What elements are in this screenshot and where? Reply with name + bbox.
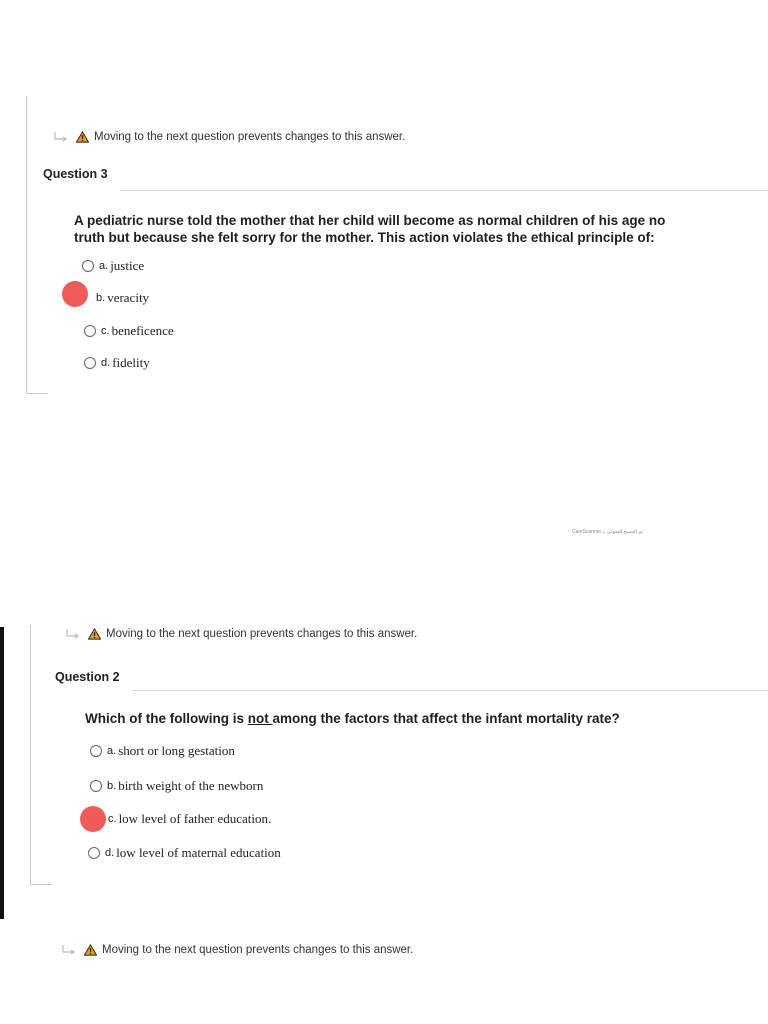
question-3-option-b[interactable]: b. veracity — [96, 290, 150, 305]
radio-button[interactable] — [90, 745, 102, 757]
question-3-option-a[interactable]: a. justice — [82, 258, 144, 274]
question-3-option-c[interactable]: c. beneficence — [84, 323, 174, 339]
selection-mark-q3 — [62, 281, 88, 307]
emphasis-not: not — [247, 711, 273, 726]
radio-button[interactable] — [84, 325, 96, 337]
return-arrow-icon — [66, 628, 80, 640]
notice-text: Moving to the next question prevents changes to this answer. — [94, 131, 406, 143]
warning-icon — [88, 628, 101, 640]
return-arrow-icon — [62, 944, 76, 956]
question-2-option-b[interactable]: b. birth weight of the newborn — [90, 778, 263, 794]
question-3-text-line-2: truth but because she felt sorry for the mother. This action violates the ethical principle of: — [74, 230, 655, 245]
question-2-option-c[interactable]: c. low level of father education. — [108, 811, 272, 826]
scan-edge-shadow — [0, 627, 4, 919]
question-2-option-a[interactable]: a. short or long gestation — [90, 743, 235, 759]
return-arrow-icon — [54, 131, 68, 143]
radio-button[interactable] — [84, 357, 96, 369]
question-3-text-line-1: A pediatric nurse told the mother that her child will become as normal children of his age no — [74, 213, 666, 228]
question-3-label: Question 3 — [43, 167, 108, 181]
block-1-bottom-border — [26, 393, 48, 394]
radio-button[interactable] — [90, 780, 102, 792]
question-3-option-d[interactable]: d. fidelity — [84, 355, 150, 371]
question-2-text: Which of the following is not among the factors that affect the infant mortality rate? — [85, 711, 620, 726]
notice-text: Moving to the next question prevents changes to this answer. — [106, 628, 418, 640]
block-2-bottom-border — [30, 884, 52, 885]
radio-button[interactable] — [88, 847, 100, 859]
warning-icon — [76, 131, 89, 143]
question-2-option-d[interactable]: d. low level of maternal education — [88, 845, 281, 861]
scanner-watermark: CamScanner تم المسح الضوئي بـ — [572, 529, 644, 535]
block-1-left-border — [26, 96, 27, 394]
warning-icon — [84, 944, 97, 956]
question-2-divider — [132, 690, 768, 691]
block-2-left-border — [30, 625, 31, 885]
navigation-notice-3 — [62, 944, 413, 956]
selection-mark-q2 — [80, 806, 106, 832]
question-2-label: Question 2 — [55, 670, 120, 684]
navigation-notice-2 — [66, 628, 417, 640]
radio-button[interactable] — [82, 260, 94, 272]
question-3-divider — [120, 190, 768, 191]
notice-text: Moving to the next question prevents changes to this answer. — [102, 944, 414, 956]
navigation-notice-1 — [54, 131, 405, 143]
